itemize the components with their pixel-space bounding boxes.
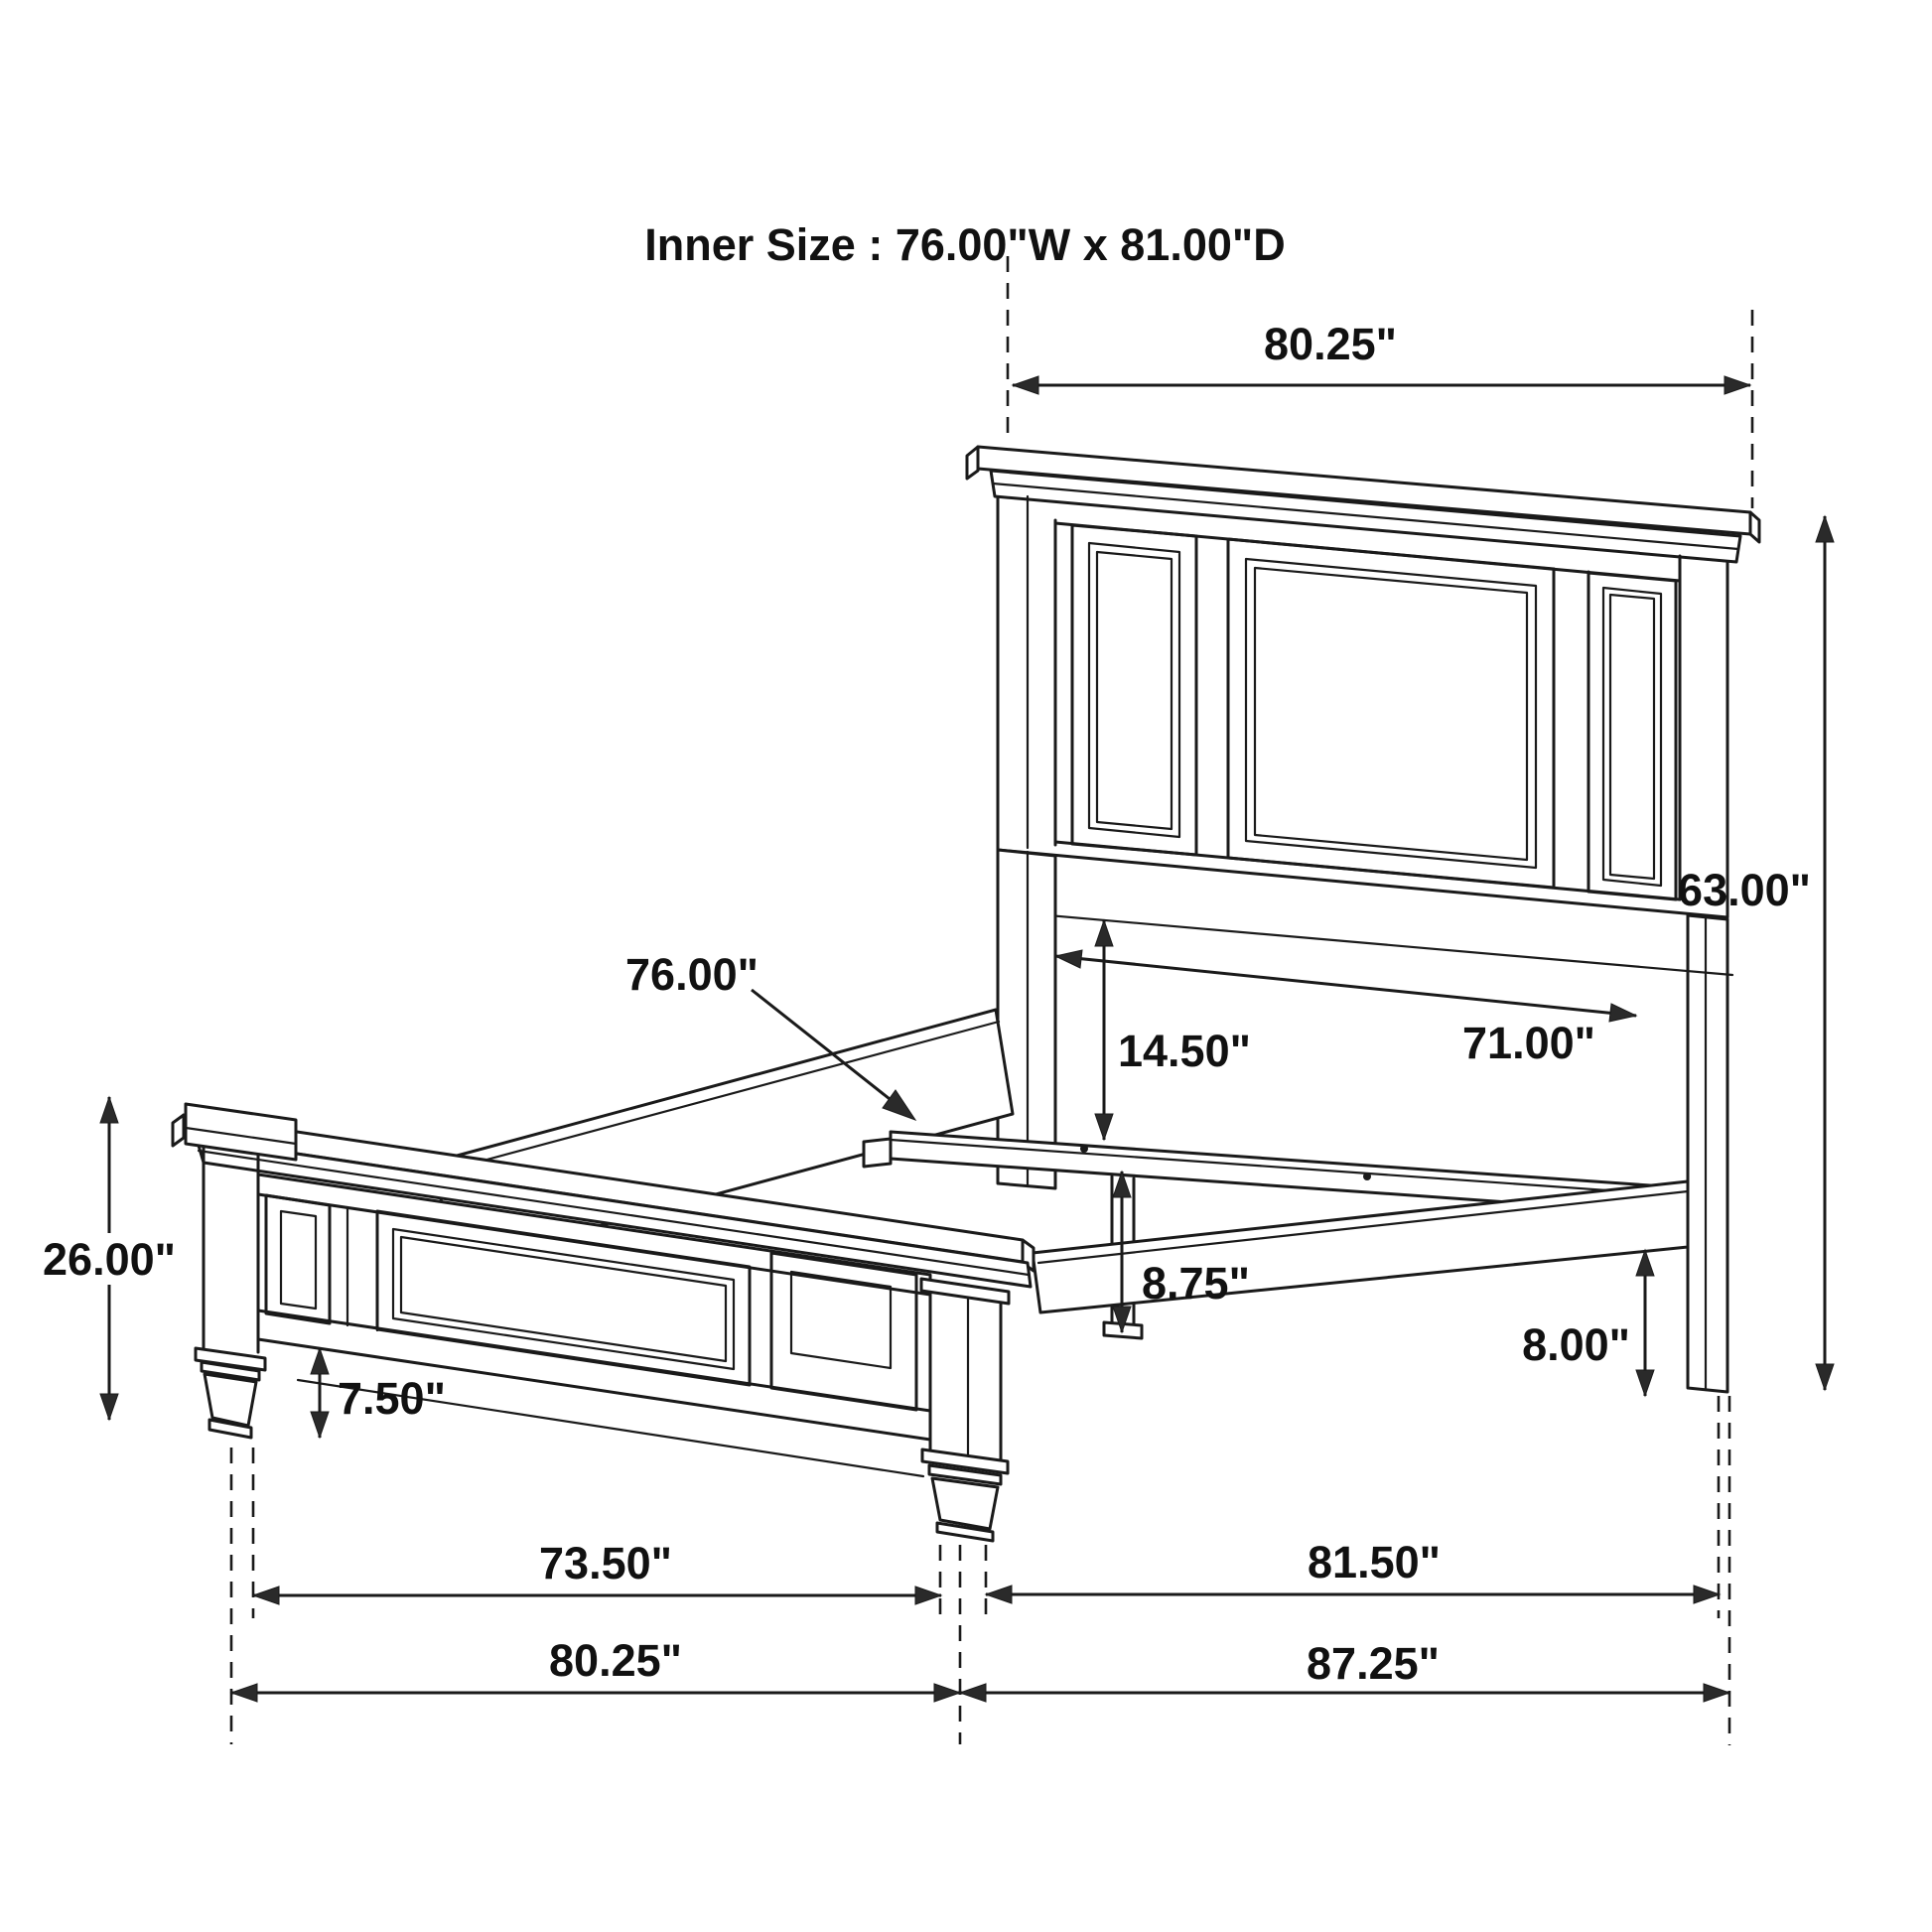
dim-headboard-inner-width-label: 71.00" — [1462, 1018, 1595, 1068]
dim-footboard-inner-width-label: 73.50" — [539, 1538, 672, 1588]
dim-footboard-height-label: 26.00" — [43, 1234, 176, 1285]
inner-size-title: Inner Size : 76.00"W x 81.00"D — [644, 219, 1286, 270]
side-rail-right — [1033, 1181, 1688, 1312]
dim-headboard-width-label: 80.25" — [1264, 319, 1397, 369]
headboard-face — [998, 493, 1727, 917]
dim-footboard-clearance-label: 7.50" — [338, 1373, 446, 1424]
dim-panel-to-slat — [1095, 920, 1251, 1140]
dim-footboard-width — [231, 1635, 960, 1702]
dim-footboard-height — [40, 1097, 179, 1420]
dim-footboard-width-label: 80.25" — [549, 1635, 682, 1686]
headboard-left-leg — [998, 850, 1055, 1188]
dim-overall-depth-label: 87.25" — [1307, 1638, 1440, 1689]
footboard-right-post — [921, 1279, 1009, 1541]
dim-slat-support-height-label: 8.75" — [1142, 1258, 1250, 1309]
headboard-right-leg — [1688, 915, 1727, 1392]
dim-side-rail-length — [986, 1537, 1720, 1603]
dim-headboard-height-label: 63.00" — [1678, 865, 1811, 915]
dim-overall-depth — [960, 1638, 1729, 1702]
dim-headboard-width — [1013, 319, 1750, 394]
dim-side-rail-length-label: 81.50" — [1308, 1537, 1441, 1587]
dim-rail-floor-clearance-label: 8.00" — [1522, 1319, 1630, 1370]
dim-slat-length-label: 76.00" — [625, 949, 759, 1000]
dim-panel-to-slat-label: 14.50" — [1118, 1026, 1251, 1076]
dim-footboard-inner-width — [253, 1538, 941, 1604]
dim-rail-floor-clearance — [1522, 1250, 1654, 1396]
